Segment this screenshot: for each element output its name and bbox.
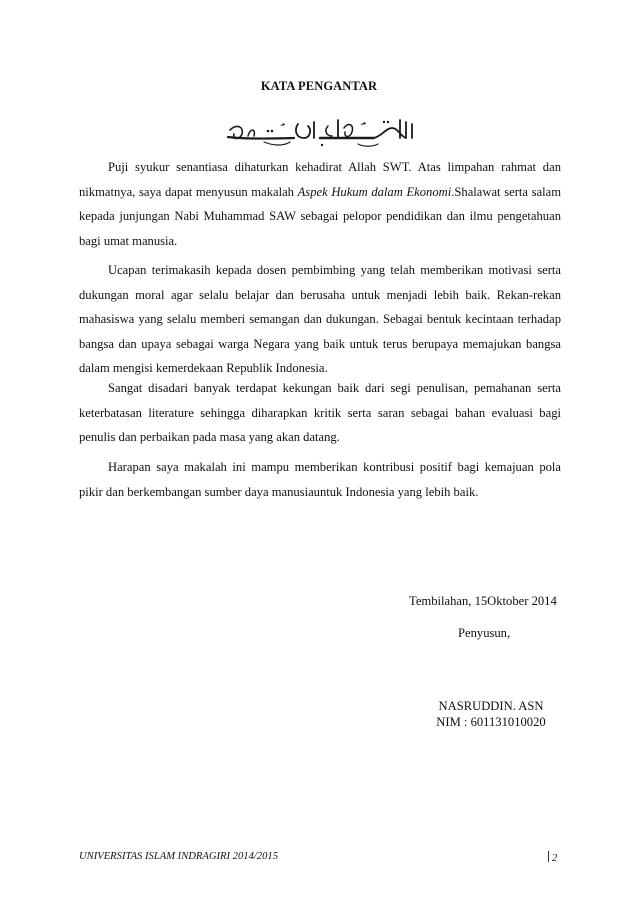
basmalah-calligraphy (224, 116, 422, 150)
footer-page-number-block (548, 851, 557, 864)
footer-divider (548, 851, 549, 862)
paragraph-1-text-after: .Shalawat serta salam kepada junjungan Nabi Muhammad SAW sebagai pelopor pendidikan dan ilmu pengetahuan bagi umat manusia. (79, 184, 561, 248)
paragraph-3-text: Sangat disadari banyak terdapat kekungan baik dari segi penulisan, pemahanan serta keterbatasan literature sehingga diharapkan kritik serta saran sebagai bahan evaluasi bagi penulis dan perbaikan pada masa yang akan datang. (79, 381, 561, 444)
signature-name: NASRUDDIN. ASN (438, 699, 544, 713)
paragraph-4-text: Harapan saya makalah ini mampu memberikan kontribusi positif bagi kemajuan pola pikir dan berkembangan sumber daya manusiauntuk Indonesia yang lebih baik. (79, 460, 561, 499)
paragraph-2-text: Ucapan terimakasih kepada dosen pembimbing yang telah memberikan motivasi serta dukungan moral agar selalu belajar dan berusaha untuk menjadi lebih baik. Rekan-rekan mahasiswa yang selalu memberi semangan dan dukungan. Sebagai bentuk kecintaan terhadap bangsa dan upaya sebagai warga Negara yang baik untuk terus berupaya memajukan bangsa dalam mengisi kemerdekaan Republik Indonesia. (79, 263, 561, 375)
signature-role: Penyusun, (458, 626, 511, 640)
paragraph-4 (79, 455, 561, 504)
signature-nim: NIM : 601131010020 (436, 715, 546, 729)
paragraph-2 (79, 258, 561, 381)
signature-place-date: Tembilahan, 15Oktober 2014 (409, 594, 557, 608)
signature-block (429, 698, 553, 730)
page-title: KATA PENGANTAR (260, 79, 378, 93)
footer-institution: UNIVERSITAS ISLAM INDRAGIRI 2014/2015 (79, 851, 278, 862)
paragraph-1-text-before: Puji syukur senantiasa dihaturkan kehadirat Allah SWT. Atas limpahan rahmat dan nikmatnya, saya dapat menyusun makalah (79, 160, 561, 199)
paragraph-3 (79, 376, 561, 450)
footer-page-number: 2 (552, 853, 558, 864)
paragraph-1-emphasis: Aspek Hukum dalam Ekonomi (297, 184, 452, 199)
paragraph-1 (79, 155, 561, 253)
